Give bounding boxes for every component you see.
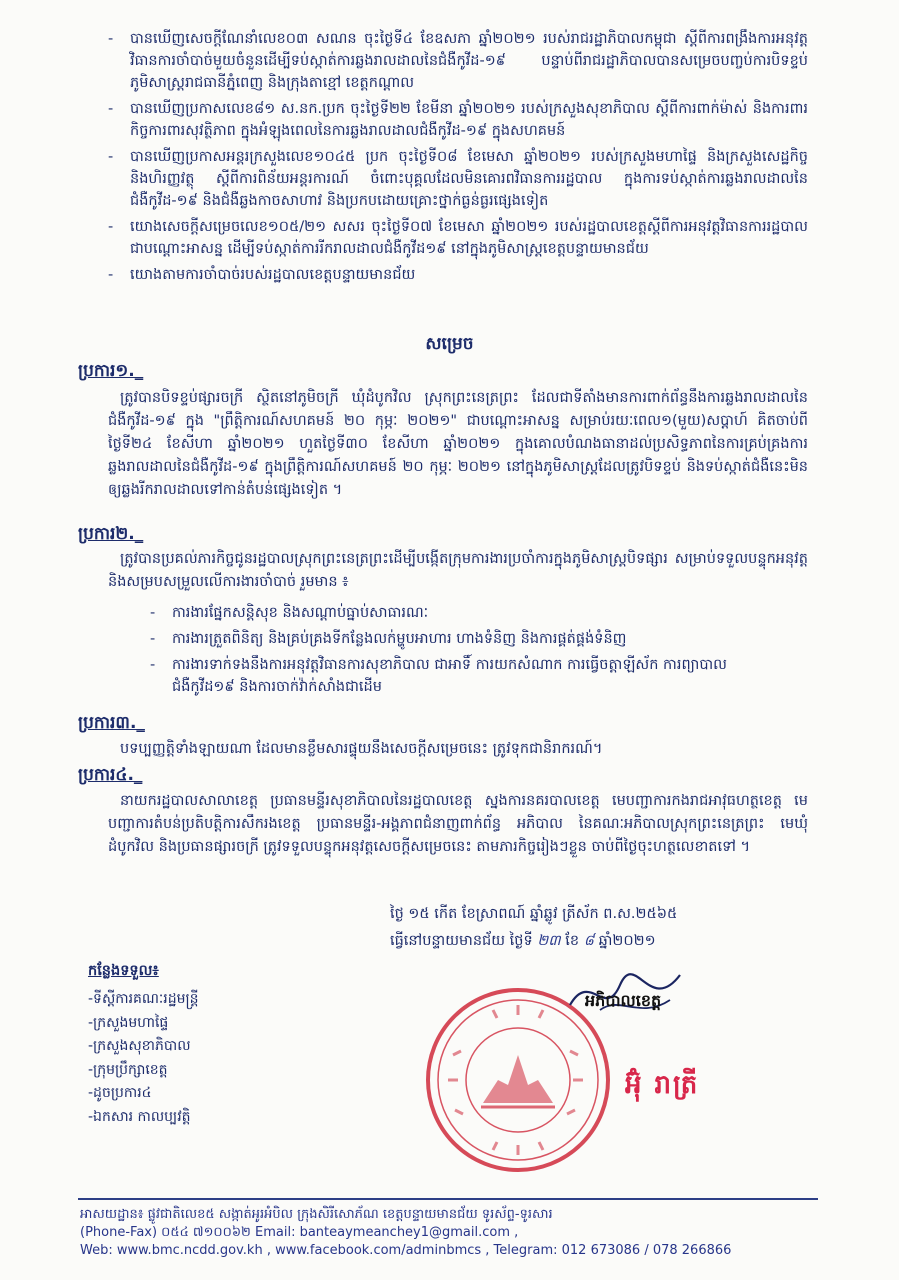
article-2-text: ត្រូវបានប្រគល់ភារកិច្ចជូនរដ្ឋបាលស្រុកព្រះនេត្រព្រះដើម្បីបង្កើតក្រុមការងារប្រចាំការក្នុងភូមិសាស្ត្របិទផ្សារ សម្រាប់ទទួលបន្ទុកអនុវត្ត និងសម្របសម្រួលលើការងារចាំបាច់ រួមមាន ៖: [108, 551, 808, 590]
article-3-heading: ប្រការ៣._: [78, 713, 145, 733]
article-3-text: បទប្បញ្ញត្តិទាំងឡាយណា ដែលមានខ្លឹមសារផ្ទុយនឹងសេចក្តីសម្រេចនេះ ត្រូវទុកជានិរាករណ៍។: [120, 741, 603, 757]
footer-phone: (Phone-Fax) ០៥៤ ៧១០០៦២ Email: banteaymeanchey1@gmail.com ,: [80, 1225, 519, 1240]
date-solar-month-label: ខែ: [565, 933, 580, 949]
cc-item: -ឯកសារ កាលប្បវត្តិ: [88, 1108, 191, 1125]
article-2-subitem: - ការងារផ្នែកសន្តិសុខ និងសណ្តាប់ធ្នាប់សាធារណៈ: [150, 602, 790, 624]
cc-title: កន្លែងទទួល៖: [88, 963, 159, 979]
preamble-item: - យោងតាមការចាំបាច់របស់រដ្ឋបាលខេត្តបន្ទាយមានជ័យ: [108, 264, 808, 286]
article-2-heading: ប្រការ២._: [78, 524, 144, 544]
date-solar: [390, 932, 656, 953]
cc-item: -ដូចប្រការ៤: [88, 1085, 152, 1101]
date-solar-month: ៨: [583, 933, 594, 949]
article-1-text: ត្រូវបានបិទខ្ទប់ផ្សារចក្រី ស្ថិតនៅភូមិចក្រី ឃុំដំបូកវិល ស្រុកព្រះនេត្រព្រះ ដែលជាទីតាំងមានការពាក់ព័ន្ធនឹងការឆ្លងរាលដាលនៃជំងឺកូវីដ-១៩ ក្នុង "ព្រឹត្តិការណ៍សហគមន៍ ២០ កុម្ភៈ ២០២១" ជាបណ្តោះអាសន្ន សម្រាប់រយៈពេល១(មួយ)សប្តាហ៍ គិតចាប់ពីថ្ងៃទី២៤ ខែសីហា ឆ្នាំ២០២១ ហួតថ្ងៃទី៣០ ខែសីហា ឆ្នាំ២០២១ ក្នុងគោលបំណងធានាដល់ប្រសិទ្ធភាពនៃការគ្រប់គ្រងការឆ្លងរាលដាលនៃជំងឺកូវីដ-១៩ ក្នុងព្រឹត្តិការណ៍សហគមន៍ ២០ កុម្ភៈ ២០២១ នៅក្នុងភូមិសាស្ត្រដែលត្រូវបិទខ្ទប់ និងទប់ស្កាត់ជំងឺនេះមិនឲ្យឆ្លងរីករាលដាលទៅកាន់តំបន់ផ្សេងទៀត ។: [108, 390, 808, 498]
article-4-text: នាយករដ្ឋបាលសាលាខេត្ត ប្រធានមន្ទីរសុខាភិបាលនៃរដ្ឋបាលខេត្ត ស្នងការនគរបាលខេត្ត មេបញ្ជាការកងរាជអាវុធហត្ថខេត្ត មេបញ្ជាការតំបន់ប្រតិបត្តិការសឹករងខេត្ត ប្រធានមន្ទីរ-អង្គភាពជំនាញពាក់ព័ន្ធ អភិបាល នៃគណៈអភិបាលស្រុកព្រះនេត្រព្រះ មេឃុំដំបូកវិល និងប្រធានផ្សារចក្រី ត្រូវទទួលបន្ទុកអនុវត្តសេចក្តីសម្រេចនេះ តាមភារកិច្ចរៀងៗខ្លួន ចាប់ពីថ្ងៃចុះហត្ថលេខាតទៅ ។: [108, 793, 808, 855]
cc-item: -ក្រុមប្រឹក្សាខេត្ត: [88, 1061, 168, 1078]
footer-address: អាសយដ្ឋាន៖ ផ្លូវជាតិលេខ៥ សង្កាត់អូរអំបិល ក្រុងសិរីសោភ័ណ ខេត្តបន្ទាយមានជ័យ ទូរស័ព្ទ-ទូរសារ: [80, 1207, 553, 1222]
preamble-item: - បានឃើញសេចក្តីណែនាំលេខ០៣ សណន ចុះថ្ងៃទី៤ ខែឧសភា ឆ្នាំ២០២១ របស់រាជរដ្ឋាភិបាលកម្ពុជា ស្តីពីការពង្រឹងការអនុវត្តវិធានការចាំបាច់មួយចំនួនដើម្បីទប់ស្កាត់ការឆ្លងរាលដាលនៃជំងឺកូវីដ-១៩ បន្ទាប់ពីរាជរដ្ឋាភិបាលបានសម្រេចបញ្ចប់ការបិទខ្ទប់ភូមិសាស្ត្ររាជធានីភ្នំពេញ និងក្រុងតាខ្មៅ ខេត្តកណ្តាល: [108, 28, 808, 94]
decision-title: សម្រេច: [425, 334, 474, 354]
cc-item: -ក្រសួងមហាផ្ទៃ: [88, 1014, 169, 1031]
signer-name: អ៊ុំ រាត្រី: [625, 1070, 700, 1100]
date-solar-prefix: ធ្វើនៅបន្ទាយមានជ័យ ថ្ងៃទី: [390, 933, 533, 949]
preamble-item: - បានឃើញប្រកាសលេខ៨១ ស.នក.ប្រក ចុះថ្ងៃទី២២ ខែមីនា ឆ្នាំ២០២១ របស់ក្រសួងសុខាភិបាល ស្តីពីការពាក់ម៉ាស់ និងការពារកិច្ចការពារសុវត្ថិភាព ក្នុងអំឡុងពេលនៃការឆ្លងរាលដាលជំងឺកូវីដ-១៩ ក្នុងសហគមន៍: [108, 98, 808, 142]
date-solar-year: ឆ្នាំ២០២១: [598, 933, 656, 949]
preamble-list: [108, 28, 808, 290]
article-2-subitem: - ការងារត្រួតពិនិត្យ និងគ្រប់គ្រងទីកន្លែងលក់ម្ហូបអាហារ ហាងទំនិញ និងការផ្គត់ផ្គង់ទំនិញ: [150, 628, 790, 650]
article-2-subitem: - ការងារទាក់ទងនឹងការអនុវត្តវិធានការសុខាភិបាល ជាអាទិ៍ ការយកសំណាក ការធ្វើចត្តាឡីស័ក ការព្យាបាល ជំងឺកូវីដ១៩ និងការចាក់វ៉ាក់សាំងជាដើម: [150, 654, 790, 698]
footer-divider: [78, 1198, 818, 1200]
date-solar-day: ២៣: [537, 933, 561, 949]
footer-web: Web: www.bmc.ncdd.gov.kh , www.facebook.com/adminbmcs , Telegram: 012 673086 / 078 266866: [80, 1243, 732, 1258]
article-1-heading: ប្រការ១._: [78, 361, 144, 381]
signer-title: អភិបាលខេត្ត: [585, 991, 662, 1010]
cc-list: [88, 988, 199, 1129]
article-4-heading: ប្រការ៤._: [78, 765, 143, 785]
cc-item: -ទីស្តីការគណៈរដ្ឋមន្ត្រី: [88, 991, 199, 1007]
preamble-item: - យោងសេចក្តីសម្រេចលេខ១០៥/២១ សសរ ចុះថ្ងៃទី០៧ ខែមេសា ឆ្នាំ២០២១ របស់រដ្ឋបាលខេត្តស្តីពីការអនុវត្តវិធានការរដ្ឋបាលជាបណ្តោះអាសន្ន ដើម្បីទប់ស្កាត់ការរីករាលដាលជំងឺកូវីដ១៩ នៅក្នុងភូមិសាស្ត្រខេត្តបន្ទាយមានជ័យ: [108, 216, 808, 260]
cc-item: -ក្រសួងសុខាភិបាល: [88, 1038, 191, 1054]
preamble-item: - បានឃើញប្រកាសអន្តរក្រសួងលេខ១០៤៥ ប្រក ចុះថ្ងៃទី០៨ ខែមេសា ឆ្នាំ២០២១ របស់ក្រសួងមហាផ្ទៃ និងក្រសួងសេដ្ឋកិច្ច និងហិរញ្ញវត្ថុ ស្តីពីការពិន័យអន្តរការណ៍ ចំពោះបុគ្គលដែលមិនគោរពវិធានការរដ្ឋបាល ក្នុងការទប់ស្កាត់ការឆ្លងរាលដាលនៃជំងឺកូវីដ-១៩ និងជំងឺឆ្លងកាចសាហាវ និងប្រកបដោយគ្រោះថ្នាក់ធ្ងន់ធ្ងរផ្សេងទៀត: [108, 146, 808, 212]
article-2-sublist: [150, 602, 790, 702]
date-lunar: ថ្ងៃ ១៥ កើត ខែស្រាពណ៍ ឆ្នាំឆ្លូវ ត្រីស័ក ព.ស.២៥៦៥: [390, 906, 678, 922]
